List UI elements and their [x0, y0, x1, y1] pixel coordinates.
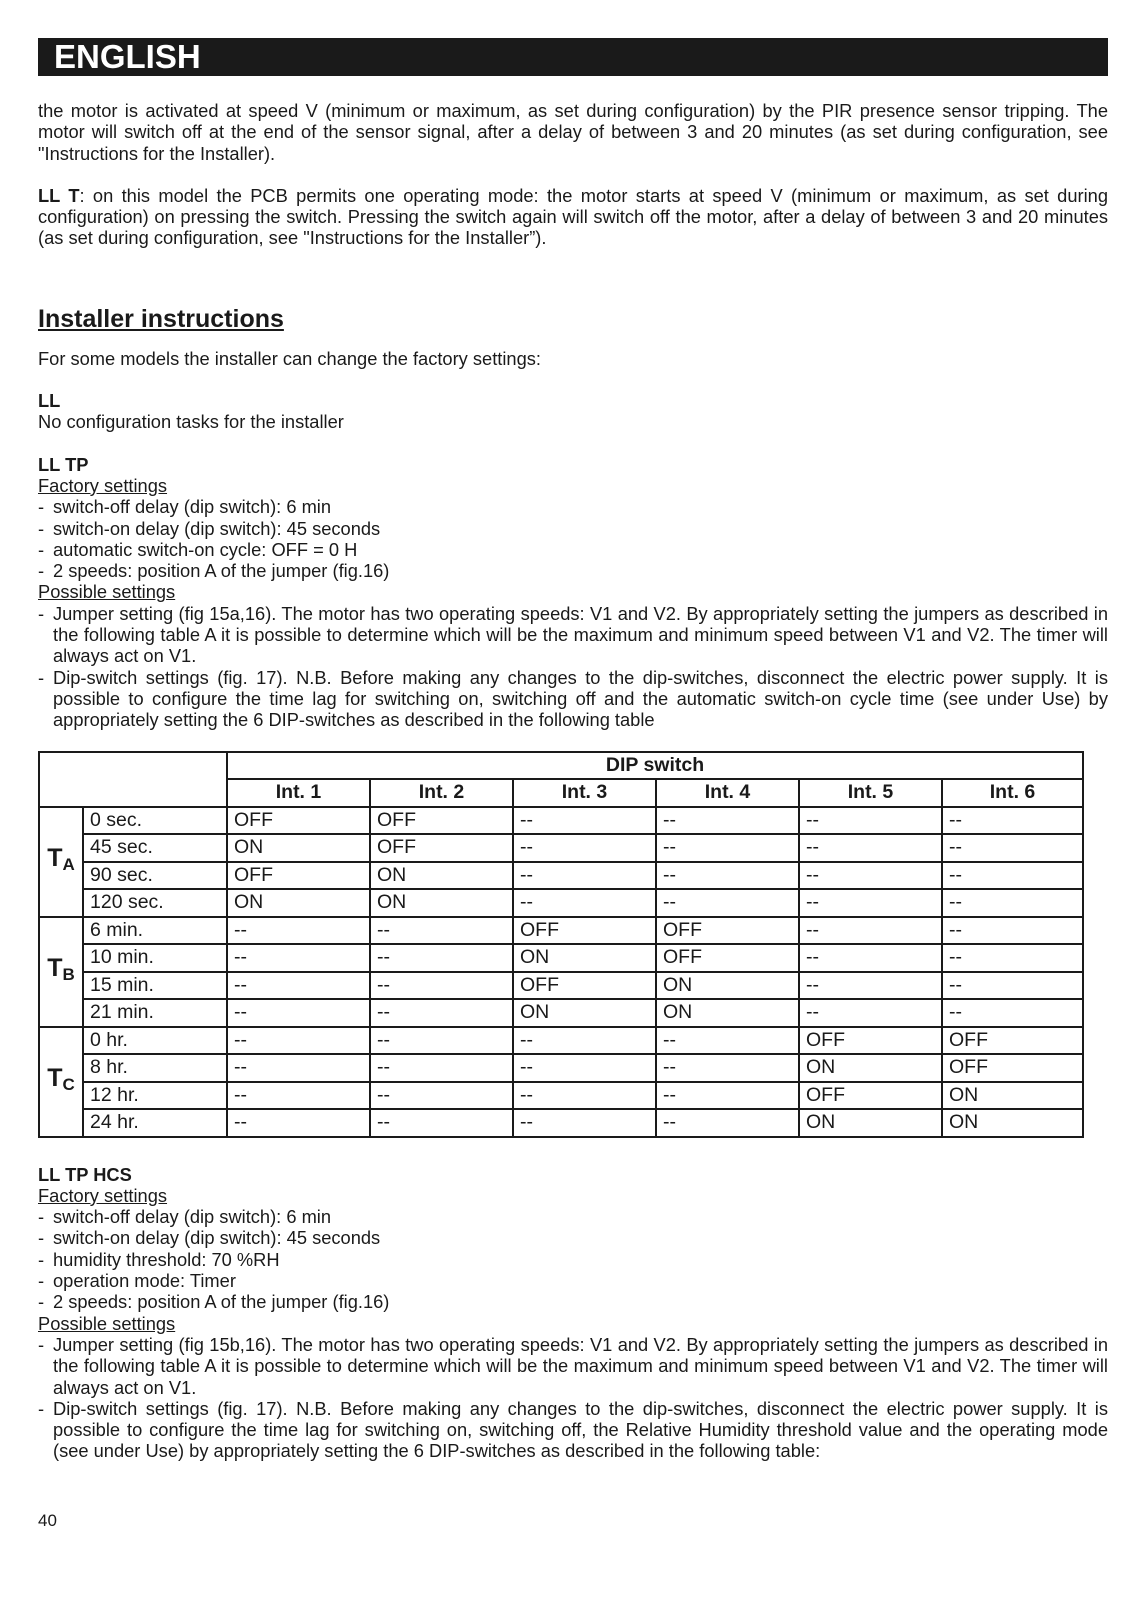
lltphcs-possible-label: Possible settings	[38, 1312, 176, 1334]
table-cell: --	[942, 944, 1083, 972]
table-cell: --	[799, 944, 942, 972]
table-cell: --	[513, 1054, 656, 1082]
row-label: 15 min.	[83, 972, 227, 1000]
table-cell: --	[227, 1109, 370, 1137]
table-cell: --	[656, 1109, 799, 1137]
list-item: - automatic switch-on cycle: OFF = 0 H	[38, 539, 1108, 560]
table-cell: --	[370, 1027, 513, 1055]
list-item: - Dip-switch settings (fig. 17). N.B. Before making any changes to the dip-switches, disconnect the electric power supply. It is possible to configure the time lag for switching on, switching off and the automatic switch-on cycle time (see under Use) by appropriately setting the 6 DIP-switches as described in the following table	[38, 667, 1108, 731]
lltphcs-possible-list	[38, 1334, 1108, 1462]
table-cell: --	[942, 807, 1083, 835]
table-cell: --	[942, 834, 1083, 862]
table-row	[39, 999, 1083, 1027]
list-item: - Dip-switch settings (fig. 17). N.B. Before making any changes to the dip-switches, disconnect the electric power supply. It is possible to configure the time lag for switching on, switching off, the Relative Humidity threshold value and the operating mode (see under Use) by appropriately setting the 6 DIP-switches as described in the following table:	[38, 1398, 1108, 1462]
installer-heading: Installer instructions	[38, 304, 284, 333]
table-row	[39, 944, 1083, 972]
row-label: 90 sec.	[83, 862, 227, 890]
table-cell: ON	[513, 944, 656, 972]
table-cell: --	[656, 862, 799, 890]
ll-title: LL	[38, 390, 61, 412]
table-cell: --	[227, 999, 370, 1027]
table-cell: --	[513, 1027, 656, 1055]
table-cell: OFF	[513, 972, 656, 1000]
installer-intro: For some models the installer can change the factory settings:	[38, 347, 541, 369]
table-cell: --	[370, 917, 513, 945]
column-header: Int. 2	[370, 779, 513, 807]
language-header: ENGLISH	[38, 38, 1108, 76]
lltp-factory-label: Factory settings	[38, 474, 168, 496]
column-header: Int. 6	[942, 779, 1083, 807]
table-row	[39, 1027, 1083, 1055]
table-cell: --	[942, 889, 1083, 917]
table-corner	[39, 752, 227, 807]
list-item: - switch-off delay (dip switch): 6 min	[38, 1206, 1108, 1227]
row-label: 10 min.	[83, 944, 227, 972]
lltphcs-factory-label: Factory settings	[38, 1184, 168, 1206]
table-cell: --	[513, 834, 656, 862]
table-cell: --	[799, 917, 942, 945]
dip-switch-caption: DIP switch	[227, 752, 1083, 780]
table-cell: --	[370, 944, 513, 972]
table-cell: OFF	[942, 1054, 1083, 1082]
table-cell: --	[513, 862, 656, 890]
lltp-factory-list	[38, 496, 1108, 581]
table-cell: --	[656, 1054, 799, 1082]
table-cell: ON	[227, 889, 370, 917]
page-number: 40	[38, 1511, 57, 1530]
table-cell: OFF	[656, 917, 799, 945]
table-cell: ON	[942, 1082, 1083, 1110]
list-item: - switch-on delay (dip switch): 45 seconds	[38, 518, 1108, 539]
table-cell: --	[799, 972, 942, 1000]
table-cell: --	[942, 917, 1083, 945]
table-cell: ON	[656, 999, 799, 1027]
table-cell: ON	[942, 1109, 1083, 1137]
group-label	[39, 807, 83, 917]
group-subscript: C	[62, 1075, 75, 1095]
list-item: - switch-off delay (dip switch): 6 min	[38, 496, 1108, 517]
table-cell: --	[227, 1027, 370, 1055]
group-label	[39, 1027, 83, 1137]
table-cell: --	[513, 1082, 656, 1110]
table-cell: --	[799, 862, 942, 890]
table-cell: OFF	[942, 1027, 1083, 1055]
table-cell: --	[656, 1027, 799, 1055]
table-cell: ON	[656, 972, 799, 1000]
table-cell: --	[227, 944, 370, 972]
lltphcs-title: LL TP HCS	[38, 1163, 132, 1185]
row-label: 120 sec.	[83, 889, 227, 917]
llt-paragraph	[38, 185, 1108, 249]
table-cell: --	[799, 889, 942, 917]
row-label: 0 hr.	[83, 1027, 227, 1055]
table-cell: ON	[799, 1109, 942, 1137]
row-label: 6 min.	[83, 917, 227, 945]
table-cell: --	[942, 972, 1083, 1000]
table-cell: --	[227, 1054, 370, 1082]
table-cell: OFF	[370, 807, 513, 835]
table-cell: OFF	[799, 1027, 942, 1055]
list-item: - humidity threshold: 70 %RH	[38, 1249, 1108, 1270]
column-header: Int. 5	[799, 779, 942, 807]
list-item: - operation mode: Timer	[38, 1270, 1108, 1291]
group-subscript: A	[62, 855, 75, 875]
table-row	[39, 972, 1083, 1000]
row-label: 8 hr.	[83, 1054, 227, 1082]
table-cell: ON	[513, 999, 656, 1027]
list-item: - Jumper setting (fig 15a,16). The motor has two operating speeds: V1 and V2. By appropriately setting the jumpers as described in the following table A it is possible to determine which will be the maximum and minimum speed between V1 and V2. The timer will always act on V1.	[38, 603, 1108, 667]
row-label: 12 hr.	[83, 1082, 227, 1110]
table-cell: --	[370, 1054, 513, 1082]
row-label: 24 hr.	[83, 1109, 227, 1137]
lltphcs-factory-list	[38, 1206, 1108, 1312]
column-header: Int. 1	[227, 779, 370, 807]
group-letter: T	[47, 844, 63, 873]
dip-table-body	[39, 807, 1083, 1137]
list-item: - 2 speeds: position A of the jumper (fig.16)	[38, 1291, 1108, 1312]
list-item: - 2 speeds: position A of the jumper (fig.16)	[38, 560, 1108, 581]
table-cell: --	[370, 972, 513, 1000]
llt-label: LL T	[38, 184, 80, 206]
table-cell: --	[942, 999, 1083, 1027]
group-letter: T	[47, 954, 63, 983]
table-cell: OFF	[370, 834, 513, 862]
table-cell: OFF	[513, 917, 656, 945]
table-cell: --	[656, 889, 799, 917]
table-row	[39, 1082, 1083, 1110]
table-cell: OFF	[227, 862, 370, 890]
list-item: - switch-on delay (dip switch): 45 seconds	[38, 1227, 1108, 1248]
column-header: Int. 3	[513, 779, 656, 807]
table-cell: --	[656, 807, 799, 835]
table-cell: --	[513, 889, 656, 917]
lltp-possible-label: Possible settings	[38, 581, 176, 603]
table-cell: --	[227, 917, 370, 945]
table-cell: OFF	[227, 807, 370, 835]
llt-text: : on this model the PCB permits one operating mode: the motor starts at speed V (minimum or maximum, as set during configuration) on pressing the switch. Pressing the switch again will switch off the motor, after a delay of between 3 and 20 minutes (as set during configuration, see "Instructions for the Installer”).	[38, 184, 1109, 249]
table-cell: --	[513, 807, 656, 835]
table-cell: ON	[370, 862, 513, 890]
table-cell: --	[370, 1082, 513, 1110]
table-cell: OFF	[656, 944, 799, 972]
table-cell: ON	[227, 834, 370, 862]
table-cell: OFF	[799, 1082, 942, 1110]
table-cell: --	[513, 1109, 656, 1137]
lltp-possible-list	[38, 603, 1108, 731]
table-cell: --	[370, 999, 513, 1027]
group-letter: T	[47, 1064, 63, 1093]
ll-text: No configuration tasks for the installer	[38, 411, 344, 433]
table-header-row	[39, 752, 1083, 780]
table-cell: --	[656, 1082, 799, 1110]
table-cell: --	[227, 1082, 370, 1110]
table-cell: --	[227, 972, 370, 1000]
dip-switch-table	[38, 751, 1084, 1138]
group-subscript: B	[62, 965, 75, 985]
table-cell: ON	[370, 889, 513, 917]
intro-paragraph: the motor is activated at speed V (minimum or maximum, as set during configuration) by the PIR presence sensor tripping. The motor will switch off at the end of the sensor signal, after a delay of between 3 and 20 minutes (as set during configuration, see "Instructions for the Installer).	[38, 100, 1108, 164]
lltp-title: LL TP	[38, 453, 89, 475]
table-cell: --	[799, 999, 942, 1027]
table-cell: --	[370, 1109, 513, 1137]
table-cell: --	[942, 862, 1083, 890]
table-row	[39, 1054, 1083, 1082]
table-cell: ON	[799, 1054, 942, 1082]
table-cell: --	[799, 834, 942, 862]
column-header: Int. 4	[656, 779, 799, 807]
table-row	[39, 917, 1083, 945]
group-label	[39, 917, 83, 1027]
table-row	[39, 889, 1083, 917]
table-row	[39, 834, 1083, 862]
row-label: 21 min.	[83, 999, 227, 1027]
row-label: 45 sec.	[83, 834, 227, 862]
list-item: - Jumper setting (fig 15b,16). The motor has two operating speeds: V1 and V2. By appropriately setting the jumpers as described in the following table A it is possible to determine which will be the maximum and minimum speed between V1 and V2. The timer will always act on V1.	[38, 1334, 1108, 1398]
table-cell: --	[656, 834, 799, 862]
table-row	[39, 862, 1083, 890]
row-label: 0 sec.	[83, 807, 227, 835]
table-cell: --	[799, 807, 942, 835]
document-page	[38, 38, 1108, 1462]
table-row	[39, 807, 1083, 835]
table-row	[39, 1109, 1083, 1137]
